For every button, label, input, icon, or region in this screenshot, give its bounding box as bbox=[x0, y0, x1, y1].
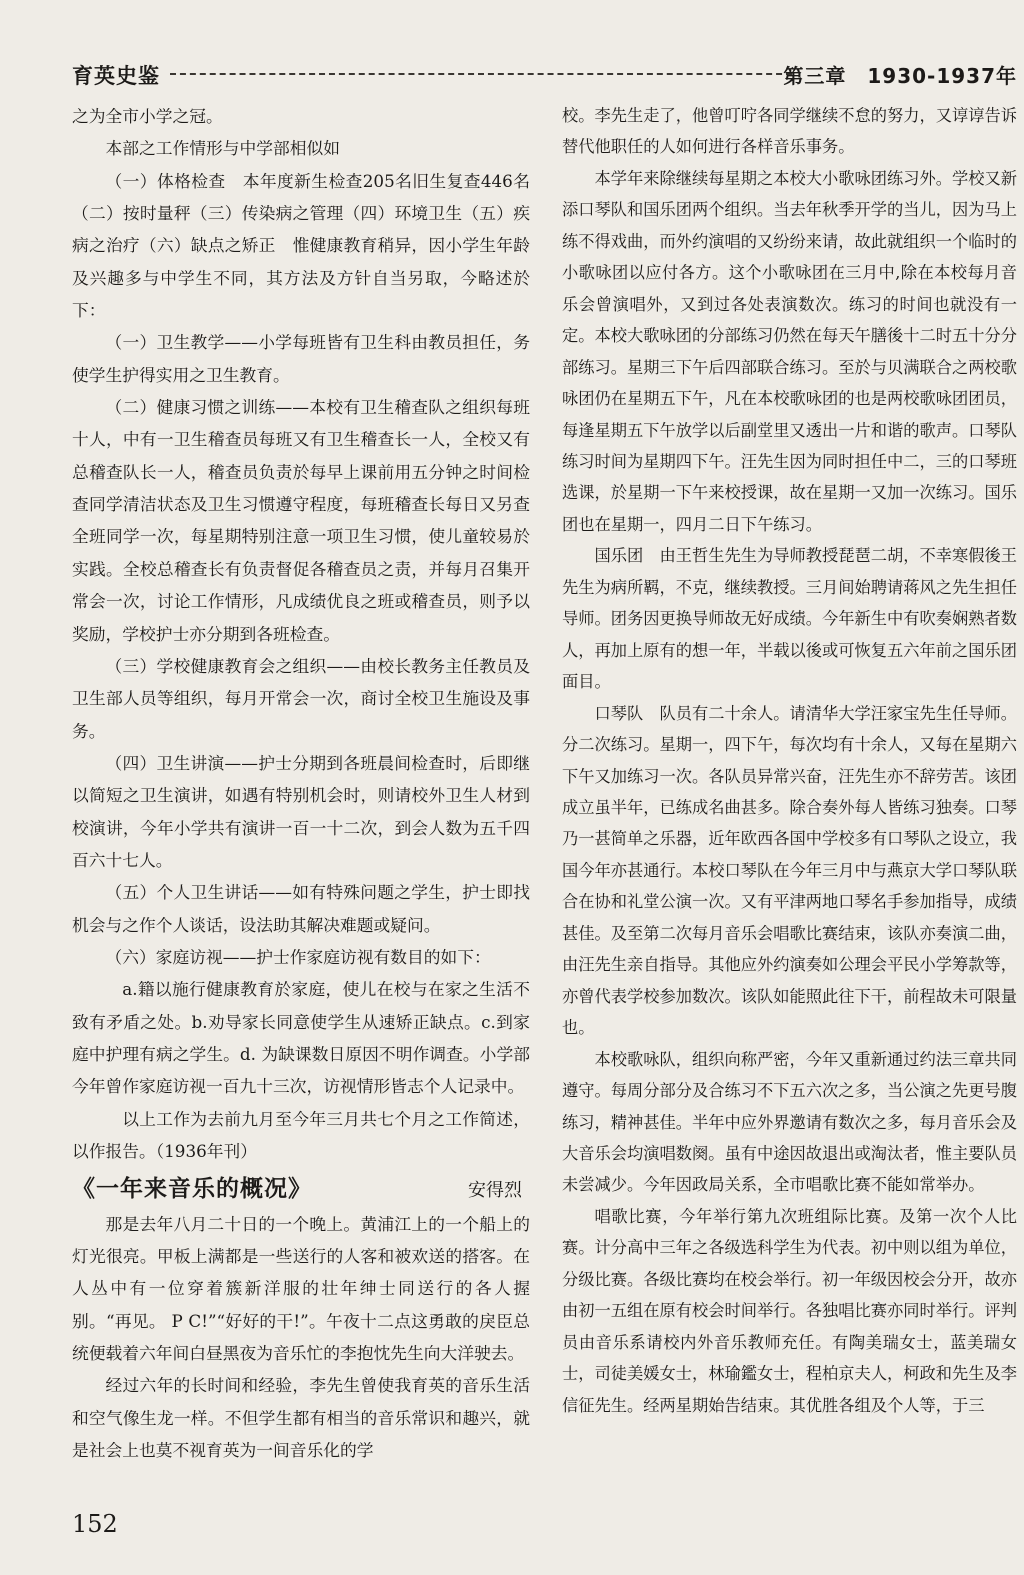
paragraph: （五）个人卫生讲话——如有特殊问题之学生，护士即找机会与之作个人谈话，设法助其解决难题或疑问。 bbox=[72, 882, 530, 935]
page-number: 152 bbox=[72, 1510, 118, 1538]
left-column bbox=[72, 100, 530, 1466]
running-header bbox=[72, 60, 1017, 90]
paragraph: 经过六年的长时间和经验，李先生曾使我育英的音乐生活和空气像生龙一样。不但学生都有相当的音乐常识和趣兴，就是社会上也莫不视育英为一间音乐化的学 bbox=[72, 1375, 530, 1461]
paragraph: 之为全市小学之冠。 bbox=[72, 106, 223, 126]
paragraph: （一）体格检查 本年度新生检查205名旧生复查446名（二）按时量秤（三）传染病之管理（四）环境卫生（五）疾病之治疗（六）缺点之矫正 惟健康教育稍异，因小学生年龄及兴趣多与中学生不同，其方法及方针自当另取，今略述於下： bbox=[72, 170, 530, 321]
paragraph: 那是去年八月二十日的一个晚上。黄浦江上的一个船上的灯光很亮。甲板上满都是一些送行的人客和被欢送的搭客。在人丛中有一位穿着簇新洋服的壮年绅士同送行的各人握别。“再见。 P C!”“好好的干!”。午夜十二点这勇敢的戾臣总统便载着六年间白昼黑夜为音乐忙的李抱忱先生向大洋驶去。 bbox=[72, 1213, 530, 1364]
paragraph: 本校歌咏队，组织向称严密，今年又重新通过约法三章共同遵守。每周分部分及合练习不下五六次之多，当公演之先更号腹练习，精神甚佳。半年中应外界邀请有数次之多，每月音乐会及大音乐会均演唱数阕。虽有中途因故退出或淘汰者，惟主要队员未尝减少。今年因政局关系，全市唱歌比赛不能如常举办。 bbox=[562, 1049, 1017, 1195]
paragraph: 唱歌比赛，今年举行第九次班组际比赛。及第一次个人比赛。计分高中三年之各级选科学生为代表。初中则以组为单位，分级比赛。各级比赛均在校会举行。初一年级因校会分开，故亦由初一五组在原有校会时间举行。各独唱比赛亦同时举行。评判员由音乐系请校内外音乐教师充任。有陶美瑞女士，蓝美瑞女士，司徒美媛女士，林瑜鑑女士，程柏京夫人，柯政和先生及李信征先生。经两星期始告结束。其优胜各组及个人等，于三 bbox=[562, 1206, 1017, 1415]
paragraph: （一）卫生教学——小学每班皆有卫生科由教员担任，务使学生护得实用之卫生教育。 bbox=[72, 332, 530, 385]
chapter-title: 第三章 1930-1937年 bbox=[783, 64, 1017, 88]
paragraph: 国乐团 由王哲生先生为导师教授琵琶二胡，不幸寒假後王先生为病所羁，不克，继续教授。三月间始聘请蒋风之先生担任导师。团务因更换导师故无好成绩。今年新生中有吹奏娴熟者数人，再加上原有的想一年，半载以後或可恢复五六年前之国乐团面目。 bbox=[562, 546, 1017, 692]
paragraph: 口琴队 队员有二十余人。请清华大学汪家宝先生任导师。分二次练习。星期一，四下午，每次均有十余人，又每在星期六下午又加练习一次。各队员异常兴奋，汪先生亦不辞劳苦。该团成立虽半年，已练成名曲甚多。除合奏外每人皆练习独奏。口琴乃一甚简单之乐器，近年欧西各国中学校多有口琴队之设立，我国今年亦甚通行。本校口琴队在今年三月中与燕京大学口琴队联合在协和礼堂公演一次。又有平津两地口琴名手参加指导，成绩甚佳。及至第二次每月音乐会唱歌比赛结束，该队亦奏演二曲，由汪先生亲自指导。其他应外约演奏如公理会平民小学筹款等，亦曾代表学校参加数次。该队如能照此往下干，前程故未可限量也。 bbox=[562, 703, 1017, 1038]
article-heading bbox=[72, 1173, 530, 1207]
paragraph: 校。李先生走了，他曾叮咛各同学继续不怠的努力，又谆谆告诉替代他职任的人如何进行各样音乐事务。 bbox=[562, 106, 1017, 157]
paragraph: 本部之工作情形与中学部相似如 bbox=[105, 138, 341, 159]
paragraph: （二）健康习惯之训练——本校有卫生稽查队之组织每班十人，中有一卫生稽查员每班又有卫生稽查长一人，全校又有总稽查队长一人，稽查员负责於每早上课前用五分钟之时间检查同学清洁状态及卫生习惯遵守程度，每班稽查长每日又另查全班同学一次，每星期特别注意一项卫生习惯，使儿童较易於实践。全校总稽查长有负责督促各稽查员之责，并每月召集开常会一次，讨论工作情形，凡成绩优良之班或稽查员，则予以奖励，学校护士亦分期到各班检查。 bbox=[72, 397, 530, 644]
paragraph: （六）家庭访视——护士作家庭访视有数目的如下： bbox=[105, 946, 491, 967]
header-dashed-rule bbox=[170, 73, 792, 75]
paragraph: （四）卫生讲演——护士分期到各班晨间检查时，后即继以简短之卫生演讲，如遇有特别机会时，则请校外卫生人材到校演讲，今年小学共有演讲一百一十二次，到会人数为五千四百六十七人。 bbox=[72, 752, 530, 870]
paragraph: 本学年来除继续每星期之本校大小歌咏团练习外。学校又新添口琴队和国乐团两个组织。当去年秋季开学的当儿，因为马上练不得戏曲，而外约演唱的又纷纷来请，故此就组织一个临时的小歌咏团以应付各方。这个小歌咏团在三月中,除在本校每月音乐会曾演唱外，又到过各处表演数次。练习的时间也就没有一定。本校大歌咏团的分部练习仍然在每天午膳後十二时五十分分部练习。星期三下午后四部联合练习。至於与贝满联合之两校歌咏团仍在星期五下午，凡在本校歌咏团的也是两校歌咏团团员，每逢星期五下午放学以后副堂里又透出一片和谐的歌声。口琴队练习时间为星期四下午。汪先生因为同时担任中二，三的口琴班选课，於星期一下午来校授课，故在星期一又加一次练习。国乐团也在星期一，四月二日下午练习。 bbox=[562, 168, 1017, 534]
article-title: 《一年来音乐的概况》 bbox=[72, 1176, 312, 1203]
article-author: 安得烈 bbox=[468, 1180, 522, 1202]
paragraph: （三）学校健康教育会之组织——由校长教务主任教员及卫生部人员等组织，每月开常会一次，商讨全校卫生施设及事务。 bbox=[72, 655, 530, 741]
book-title: 育英史鉴 bbox=[72, 64, 160, 88]
paragraph: a.籍以施行健康教育於家庭，使儿在校与在家之生活不致有矛盾之处。b.劝导家长同意使学生从速矫正缺点。c.到家庭中护理有病之学生。d. 为缺课数日原因不明作调查。小学部今年曾作家庭访视一百九十三次，访视情形皆志个人记录中。 bbox=[72, 979, 530, 1097]
paragraph: 以上工作为去前九月至今年三月共七个月之工作简述，以作报告。（1936年刊） bbox=[72, 1108, 530, 1161]
right-column bbox=[562, 100, 1017, 1421]
